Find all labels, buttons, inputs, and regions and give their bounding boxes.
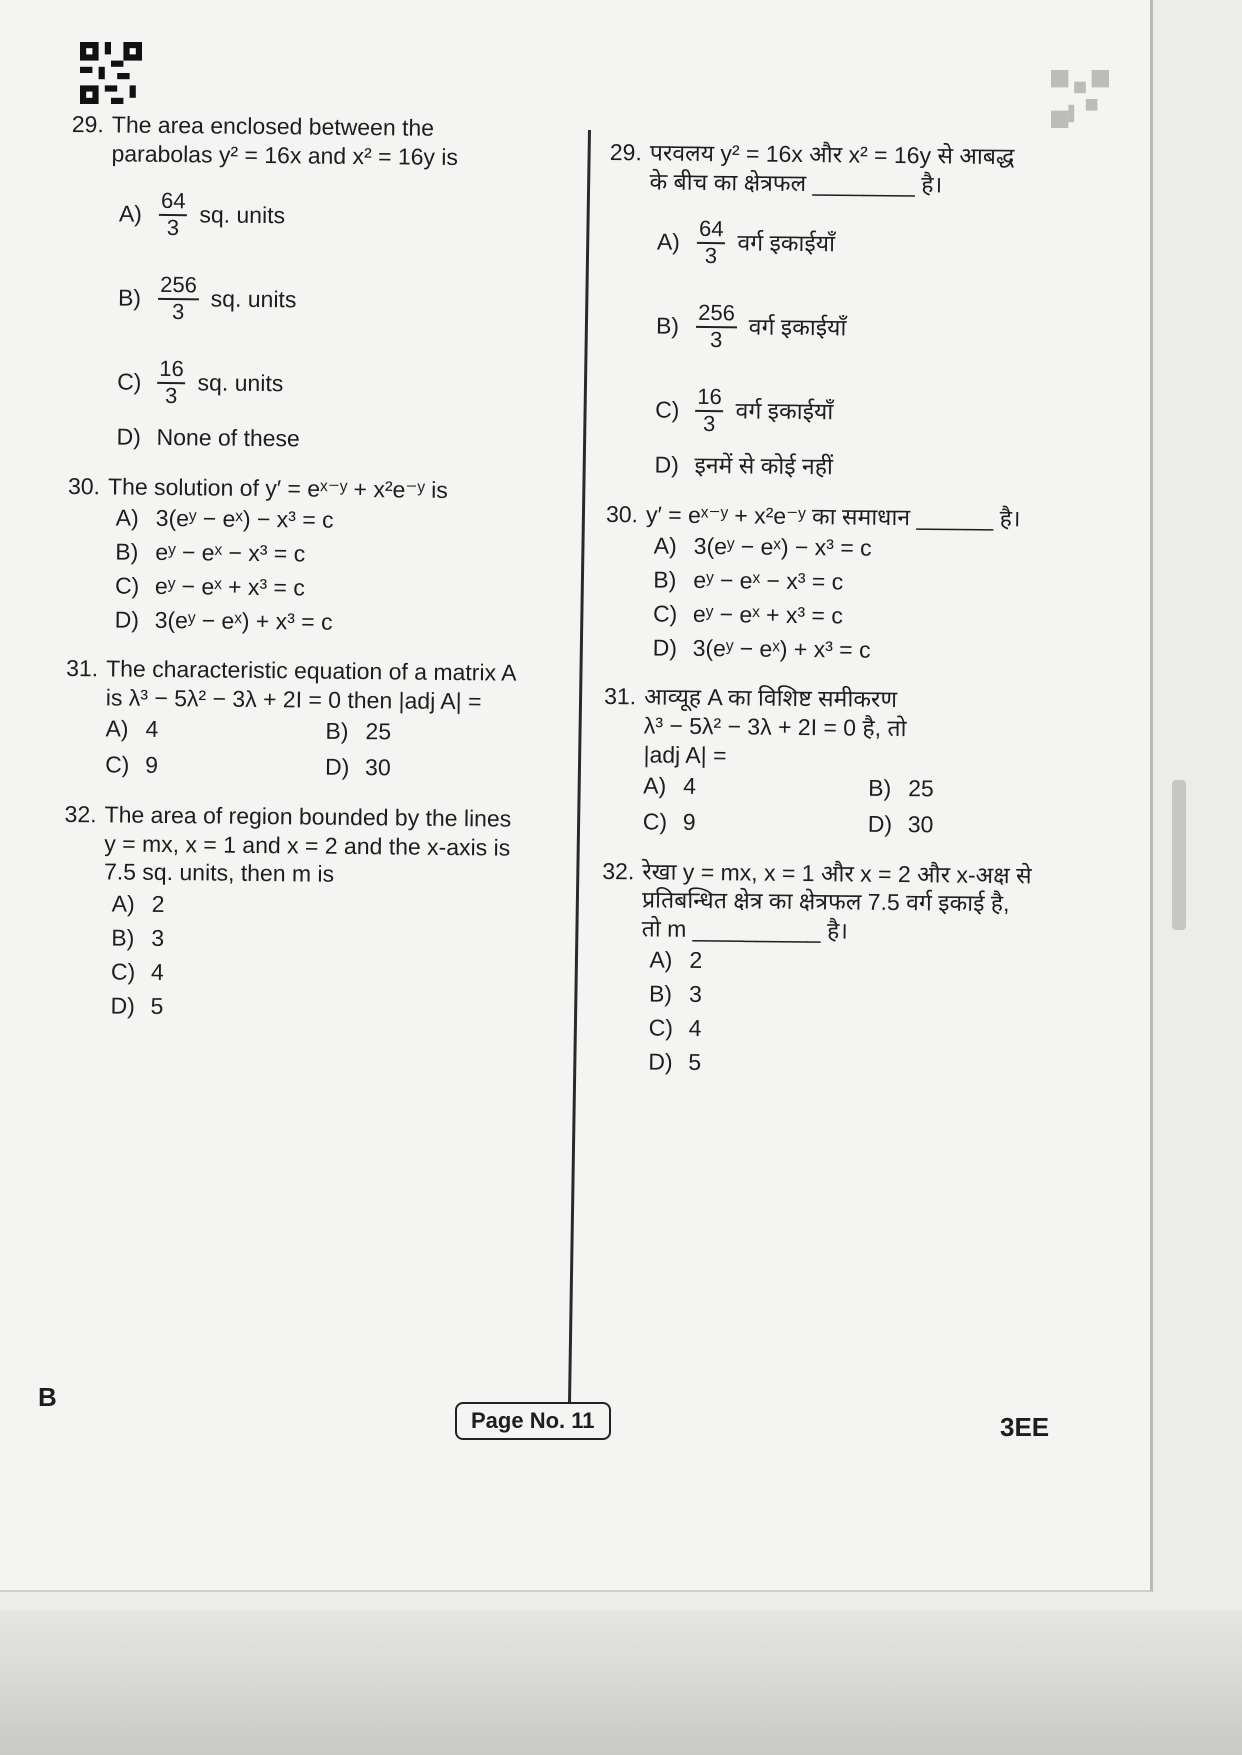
option-label: C) <box>110 958 136 985</box>
fraction-numerator: 64 <box>697 217 726 243</box>
question-number: 29. <box>609 138 642 166</box>
option-label: A) <box>118 200 143 227</box>
option-label: D) <box>648 1048 673 1076</box>
question-number: 30. <box>605 500 639 527</box>
page-number-label: Page No. 11 <box>455 1402 611 1440</box>
option-unit: sq. units <box>199 201 286 229</box>
option-label: C) <box>655 396 680 423</box>
option-c <box>649 1011 1091 1050</box>
option-label: C) <box>114 572 140 599</box>
options-list <box>604 528 1095 669</box>
option-text: इनमें से कोई नहीं <box>694 452 834 480</box>
option-c <box>643 805 868 841</box>
option-d <box>652 631 1094 670</box>
fraction-numerator: 256 <box>696 301 737 328</box>
option-text: 30 <box>907 811 934 838</box>
option-text: eʸ − eˣ + x³ = c <box>154 572 305 601</box>
question-31 <box>603 682 1095 843</box>
question-number: 31. <box>604 683 637 710</box>
question-text: रेखा y = mx, x = 1 और x = 2 और x-अक्ष से प्रतिबन्धित क्षेत्र का क्षेत्रफल 7.5 वर्ग इकाई है, तो m __________ है। <box>641 857 1032 944</box>
option-unit: वर्ग इकाईयाँ <box>737 229 836 257</box>
question-text: परवलय y² = 16x और x² = 16y से आबद्ध के बीच का क्षेत्रफल ________ है। <box>649 139 1015 198</box>
option-b <box>111 920 543 959</box>
option-text: 4 <box>150 958 164 985</box>
fraction-denominator: 3 <box>166 214 180 240</box>
fraction-numerator: 256 <box>158 273 199 300</box>
scan-shadow <box>0 1610 1242 1755</box>
question-text: आव्यूह A का विशिष्ट समीकरण λ³ − 5λ² − 3λ + 2I = 0 है, तो |adj A| = <box>643 683 907 769</box>
option-b <box>868 771 1093 807</box>
option-label: A) <box>649 946 673 974</box>
hindi-column <box>600 138 1100 1102</box>
option-text: 3 <box>151 924 165 951</box>
question-number: 29. <box>71 110 104 138</box>
option-label: D) <box>110 992 136 1019</box>
option-text: 2 <box>151 890 165 917</box>
option-b <box>118 260 551 341</box>
paper-code: 3EE <box>1000 1412 1050 1442</box>
option-text: 5 <box>150 992 164 1019</box>
question-number: 30. <box>67 472 101 499</box>
fraction <box>695 385 724 436</box>
option-d <box>654 448 1096 487</box>
option-b <box>115 535 547 574</box>
question-number: 31. <box>66 655 99 682</box>
option-label: B) <box>648 980 673 1008</box>
question-32 <box>600 856 1092 1083</box>
option-c <box>655 372 1098 453</box>
option-text: None of these <box>156 424 300 452</box>
option-text: eʸ − eˣ + x³ = c <box>692 600 843 629</box>
options-list <box>105 712 546 787</box>
option-label: A) <box>111 890 135 917</box>
options-list <box>600 943 1091 1084</box>
option-label: B) <box>325 718 349 745</box>
option-text: 30 <box>364 754 391 781</box>
option-b <box>649 977 1091 1016</box>
option-a <box>643 769 868 805</box>
option-text: 4 <box>145 716 159 743</box>
fraction <box>696 301 737 352</box>
option-a <box>116 501 548 540</box>
option-label: B) <box>655 312 680 339</box>
option-a <box>649 943 1091 982</box>
fraction <box>159 189 188 240</box>
option-text: 4 <box>683 772 697 800</box>
question-29 <box>68 110 552 459</box>
question-32 <box>62 800 544 1027</box>
option-b <box>325 714 545 750</box>
option-label: C) <box>642 808 668 835</box>
question-31 <box>65 654 546 787</box>
option-text: 3(eʸ − eˣ) − x³ = c <box>155 504 334 533</box>
option-label: C) <box>105 751 130 779</box>
options-list <box>66 500 547 641</box>
options-list <box>643 769 1094 844</box>
option-d <box>868 807 1093 843</box>
question-30 <box>604 499 1096 669</box>
option-d <box>648 1045 1090 1084</box>
question-text: The area of region bounded by the lines y = mx, x = 1 and x = 2 and the x-axis is 7.5 sq. units, then m is <box>103 801 512 888</box>
question-number: 32. <box>64 800 97 828</box>
option-text: 3(eʸ − eˣ) + x³ = c <box>692 634 871 663</box>
option-c <box>653 597 1095 636</box>
options-list <box>68 175 551 458</box>
question-text: The solution of y′ = eˣ⁻ʸ + x²e⁻ʸ is <box>107 472 449 503</box>
option-label: C) <box>117 368 142 395</box>
column-divider <box>568 130 591 1430</box>
option-text: 4 <box>688 1015 702 1042</box>
fraction-numerator: 16 <box>695 385 724 411</box>
option-unit: sq. units <box>210 285 297 313</box>
options-list <box>606 203 1099 486</box>
option-label: D) <box>116 423 141 450</box>
option-d <box>114 603 546 642</box>
option-label: C) <box>652 600 678 627</box>
option-text: 25 <box>908 775 934 802</box>
option-text: 25 <box>365 718 392 745</box>
option-label: A) <box>653 532 677 559</box>
option-text: 9 <box>145 752 159 779</box>
option-text: 3 <box>688 981 702 1008</box>
option-a <box>657 204 1100 285</box>
set-letter: B <box>38 1382 57 1412</box>
option-c <box>117 344 550 425</box>
option-a <box>105 712 325 748</box>
option-a <box>119 176 552 257</box>
option-label: A) <box>105 715 129 743</box>
fraction-denominator: 3 <box>172 298 185 324</box>
option-c <box>115 569 547 608</box>
option-d <box>110 988 542 1027</box>
option-d <box>325 750 545 786</box>
option-unit: sq. units <box>197 369 284 397</box>
question-number: 32. <box>602 857 635 884</box>
option-label: B) <box>111 924 135 951</box>
question-30 <box>66 471 548 641</box>
option-text: 3(eʸ − eˣ) + x³ = c <box>154 606 333 635</box>
question-text: The characteristic equation of a matrix A is λ³ − 5λ² − 3λ + 2I = 0 then |adj A| = <box>105 655 517 715</box>
option-text: 5 <box>688 1049 702 1076</box>
option-label: B) <box>653 566 677 593</box>
option-label: D) <box>652 634 678 661</box>
option-label: D) <box>114 606 140 633</box>
option-label: D) <box>324 754 350 781</box>
option-label: B) <box>115 538 139 565</box>
option-b <box>656 288 1099 369</box>
option-text: eʸ − eˣ − x³ = c <box>693 566 844 595</box>
option-label: B) <box>117 284 142 311</box>
fraction-denominator: 3 <box>704 242 718 268</box>
options-list <box>62 886 543 1027</box>
fraction-denominator: 3 <box>710 326 723 352</box>
fraction-numerator: 64 <box>159 189 188 215</box>
option-text: 2 <box>689 947 703 974</box>
english-column <box>62 110 552 1045</box>
fraction <box>697 217 726 268</box>
option-text: 3(eʸ − eˣ) − x³ = c <box>693 532 872 561</box>
fraction-numerator: 16 <box>157 357 186 383</box>
question-text: y′ = eˣ⁻ʸ + x²e⁻ʸ का समाधान ______ है। <box>645 500 1021 531</box>
option-a <box>654 529 1096 568</box>
option-label: A) <box>115 504 139 531</box>
fraction-denominator: 3 <box>702 410 716 436</box>
question-29 <box>606 138 1100 487</box>
option-unit: वर्ग इकाईयाँ <box>748 313 847 341</box>
option-text: 9 <box>682 808 696 836</box>
fraction <box>158 273 199 324</box>
option-c <box>111 954 543 993</box>
option-text: eʸ − eˣ − x³ = c <box>155 538 306 567</box>
option-label: A) <box>656 228 681 255</box>
qr-code-icon <box>80 42 142 104</box>
option-c <box>105 748 325 784</box>
qr-code-faint-icon <box>1050 70 1110 128</box>
binding-tab <box>1172 780 1186 930</box>
option-label: C) <box>648 1014 674 1042</box>
option-label: D) <box>654 451 679 478</box>
option-unit: वर्ग इकाईयाँ <box>735 397 834 425</box>
option-d <box>116 420 548 459</box>
option-a <box>112 886 544 925</box>
question-text: The area enclosed between the parabolas y² = 16x and x² = 16y is <box>111 111 459 170</box>
option-label: B) <box>868 774 892 802</box>
option-label: A) <box>643 772 667 799</box>
fraction-denominator: 3 <box>164 382 178 408</box>
option-label: D) <box>867 810 893 838</box>
option-b <box>653 563 1095 602</box>
fraction <box>157 357 186 408</box>
